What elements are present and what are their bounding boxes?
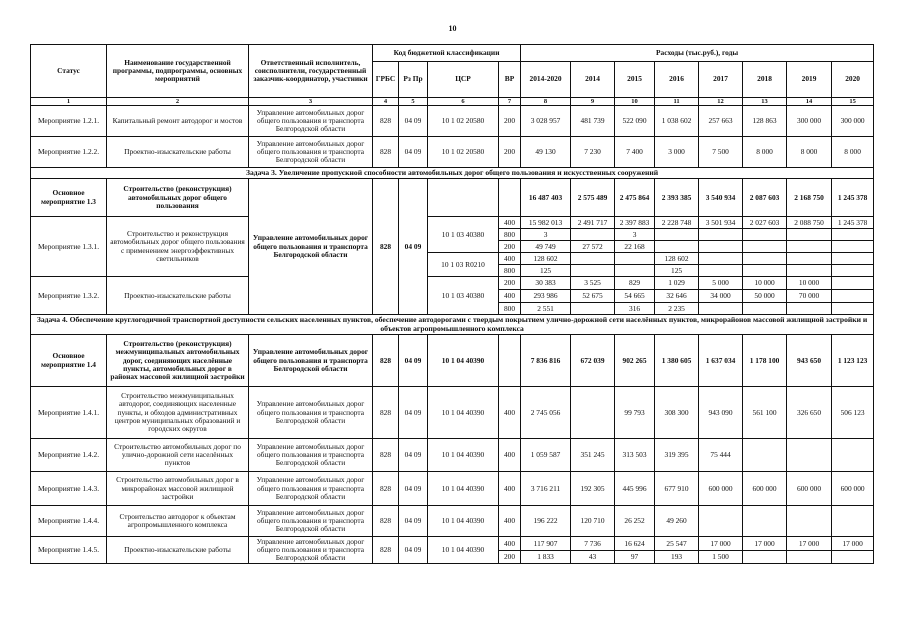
row-executor: Управление автомобильных дорог общего пользования и транспорта Белгородской области [249,179,373,315]
column-number: 3 [249,98,373,106]
cell-value: 2 745 056 [521,387,571,439]
row-executor: Управление автомобильных дорог общего пользования и транспорта Белгородской области [249,106,373,137]
row-rzpr: 04 09 [399,179,428,315]
cell-value: 600 000 [699,472,743,506]
row-rzpr: 04 09 [399,387,428,439]
row-name: Строительство (реконструкция) автомобильных дорог общего пользования [107,179,249,217]
row-csr: 10 1 04 40390 [428,506,499,537]
row-csr: 10 1 04 40390 [428,537,499,564]
header-year: 2019 [787,62,832,98]
column-number: 12 [699,98,743,106]
cell-value: 52 675 [571,290,615,303]
cell-value: 300 000 [787,106,832,137]
cell-value: 117 907 [521,537,571,551]
cell-value: 600 000 [743,472,787,506]
row-vr [499,179,521,217]
row-grbs: 828 [373,137,399,168]
cell-value: 1 038 602 [655,106,699,137]
cell-value: 1 380 605 [655,335,699,387]
row-executor: Управление автомобильных дорог общего пользования и транспорта Белгородской области [249,506,373,537]
cell-value: 522 090 [615,106,655,137]
cell-value: 99 793 [615,387,655,439]
cell-value: 17 000 [743,537,787,551]
column-number: 15 [832,98,874,106]
cell-value [743,253,787,265]
cell-value: 2 393 385 [655,179,699,217]
cell-value: 1 833 [521,551,571,564]
cell-value: 15 982 013 [521,217,571,229]
cell-value [571,253,615,265]
column-number: 13 [743,98,787,106]
cell-value: 1 123 123 [832,335,874,387]
cell-value: 319 395 [655,439,699,472]
cell-value: 8 000 [832,137,874,168]
row-name: Проектно-изыскательские работы [107,137,249,168]
cell-value: 1 500 [699,551,743,564]
cell-value [743,229,787,241]
cell-value: 16 624 [615,537,655,551]
cell-value: 1 178 100 [743,335,787,387]
cell-value: 313 503 [615,439,655,472]
cell-value: 7 400 [615,137,655,168]
row-name: Строительство автомобильных дорог в микрорайонах массовой жилищной застройки [107,472,249,506]
cell-value: 49 749 [521,241,571,253]
row-rzpr: 04 09 [399,137,428,168]
column-number: 2 [107,98,249,106]
cell-value: 192 305 [571,472,615,506]
cell-value [615,253,655,265]
table-row [31,277,874,290]
cell-value [699,253,743,265]
cell-value: 7 736 [571,537,615,551]
row-vr: 200 [499,241,521,253]
header-year: 2014 [571,62,615,98]
row-status: Мероприятие 1.4.2. [31,439,107,472]
cell-value: 2 397 883 [615,217,655,229]
row-csr: 10 1 04 40390 [428,439,499,472]
row-status: Мероприятие 1.2.1. [31,106,107,137]
row-vr: 400 [499,439,521,472]
cell-value: 193 [655,551,699,564]
header-csr: ЦСР [428,62,499,98]
header-vr: ВР [499,62,521,98]
column-number: 7 [499,98,521,106]
cell-value [655,241,699,253]
cell-value: 125 [521,265,571,277]
cell-value: 3 [615,229,655,241]
cell-value: 3 028 957 [521,106,571,137]
cell-value: 17 000 [699,537,743,551]
row-grbs: 828 [373,439,399,472]
cell-value [832,253,874,265]
row-name: Строительство и реконструкция автомобильных дорог общего пользования с применением энергоэффективных светильников [107,217,249,277]
row-status: Мероприятие 1.3.1. [31,217,107,277]
row-vr: 400 [499,217,521,229]
cell-value: 1 637 034 [699,335,743,387]
row-vr: 200 [499,277,521,290]
cell-value: 672 039 [571,335,615,387]
cell-value [655,229,699,241]
cell-value: 50 000 [743,290,787,303]
cell-value: 26 252 [615,506,655,537]
cell-value: 27 572 [571,241,615,253]
cell-value: 2 088 750 [787,217,832,229]
row-csr: 10 1 03 40380 [428,277,499,315]
row-vr: 400 [499,506,521,537]
cell-value: 481 739 [571,106,615,137]
column-number: 5 [399,98,428,106]
row-name: Строительство (реконструкция) межмуниципальных автомобильных дорог, соединяющих населённые пункты, автомобильных дорог в районах массовой жилищной застройки [107,335,249,387]
cell-value: 196 222 [521,506,571,537]
row-rzpr: 04 09 [399,537,428,564]
cell-value: 125 [655,265,699,277]
cell-value: 49 130 [521,137,571,168]
row-csr: 10 1 02 20580 [428,137,499,168]
cell-value [787,551,832,564]
cell-value [743,241,787,253]
cell-value: 445 996 [615,472,655,506]
cell-value: 128 863 [743,106,787,137]
header-year: 2020 [832,62,874,98]
cell-value: 97 [615,551,655,564]
column-number: 14 [787,98,832,106]
cell-value: 2 027 603 [743,217,787,229]
cell-value: 120 710 [571,506,615,537]
header-grbs: ГРБС [373,62,399,98]
row-status: Мероприятие 1.4.5. [31,537,107,564]
cell-value [743,439,787,472]
row-csr: 10 1 03 R0210 [428,253,499,277]
column-number: 8 [521,98,571,106]
cell-value [787,265,832,277]
budget-table [30,44,874,564]
cell-value: 600 000 [787,472,832,506]
cell-value: 17 000 [787,537,832,551]
row-rzpr: 04 09 [399,439,428,472]
row-status: Мероприятие 1.3.2. [31,277,107,315]
header-name: Наименование государственной программы, подпрограммы, основных мероприятий [107,45,249,98]
cell-value: 308 300 [655,387,699,439]
cell-value: 3 716 211 [521,472,571,506]
cell-value: 49 260 [655,506,699,537]
cell-value: 300 000 [832,106,874,137]
row-executor: Управление автомобильных дорог общего пользования и транспорта Белгородской области [249,537,373,564]
row-name: Строительство автомобильных дорог по улично-дорожной сети населённых пунктов [107,439,249,472]
row-vr: 400 [499,253,521,265]
row-status: Мероприятие 1.2.2. [31,137,107,168]
table-row [31,387,874,439]
header-year: 2016 [655,62,699,98]
row-status: Мероприятие 1.4.4. [31,506,107,537]
table-row [31,335,874,387]
cell-value: 561 100 [743,387,787,439]
table-row [31,179,874,217]
cell-value [787,506,832,537]
cell-value [832,551,874,564]
cell-value: 25 547 [655,537,699,551]
cell-value: 43 [571,551,615,564]
task-4-heading: Задача 4. Обеспечение круглогодичной транспортной доступности сельских населенных пунктов, обеспечение автодорогами с твердым покрытием улично-дорожной сети населённых пунктов, микрорайонов массовой жилищной застройки и объектов агропромышленного комплекса [31,315,874,335]
cell-value: 351 245 [571,439,615,472]
cell-value: 506 123 [832,387,874,439]
cell-value: 16 487 403 [521,179,571,217]
header-status: Статус [31,45,107,98]
column-number: 10 [615,98,655,106]
cell-value [743,551,787,564]
page-number: 10 [448,24,457,33]
row-csr [428,179,499,217]
cell-value: 326 650 [787,387,832,439]
row-name: Проектно-изыскательские работы [107,277,249,315]
row-executor: Управление автомобильных дорог общего пользования и транспорта Белгородской области [249,387,373,439]
table-row [31,217,874,229]
column-number: 1 [31,98,107,106]
cell-value: 600 000 [832,472,874,506]
cell-value [832,290,874,303]
row-grbs: 828 [373,472,399,506]
row-vr: 200 [499,106,521,137]
row-rzpr: 04 09 [399,335,428,387]
cell-value: 677 910 [655,472,699,506]
row-executor: Управление автомобильных дорог общего пользования и транспорта Белгородской области [249,439,373,472]
row-grbs: 828 [373,106,399,137]
cell-value: 8 000 [787,137,832,168]
cell-value [571,265,615,277]
cell-value: 902 265 [615,335,655,387]
cell-value: 54 665 [615,290,655,303]
cell-value [832,506,874,537]
cell-value [832,439,874,472]
cell-value [832,265,874,277]
row-rzpr: 04 09 [399,506,428,537]
column-number: 6 [428,98,499,106]
cell-value: 2 491 717 [571,217,615,229]
row-status: Основное мероприятие 1.3 [31,179,107,217]
header-year: 2014-2020 [521,62,571,98]
row-csr: 10 1 04 40390 [428,387,499,439]
cell-value: 3 000 [655,137,699,168]
cell-value: 10 000 [787,277,832,290]
cell-value [615,265,655,277]
row-csr: 10 1 04 40390 [428,472,499,506]
cell-value: 2 168 750 [787,179,832,217]
cell-value [787,229,832,241]
cell-value [832,229,874,241]
cell-value [743,303,787,315]
cell-value: 7 836 816 [521,335,571,387]
row-csr: 10 1 04 40390 [428,335,499,387]
cell-value [699,303,743,315]
cell-value: 1 059 587 [521,439,571,472]
cell-value: 17 000 [832,537,874,551]
cell-value [832,241,874,253]
row-rzpr: 04 09 [399,472,428,506]
header-executor: Ответственный исполнитель, соисполнители, государственный заказчик-координатор, участники [249,45,373,98]
cell-value: 7 230 [571,137,615,168]
table-row [31,506,874,537]
header-year: 2018 [743,62,787,98]
row-name: Строительство межмуниципальных автодорог, соединяющих населенные пункты, и обходов административных центров муниципальных образований и городских округов [107,387,249,439]
cell-value: 2 235 [655,303,699,315]
cell-value: 22 168 [615,241,655,253]
cell-value: 1 245 378 [832,217,874,229]
column-number: 9 [571,98,615,106]
cell-value [743,506,787,537]
row-grbs: 828 [373,179,399,315]
row-executor: Управление автомобильных дорог общего пользования и транспорта Белгородской области [249,137,373,168]
cell-value: 5 000 [699,277,743,290]
cell-value: 128 602 [521,253,571,265]
cell-value [787,303,832,315]
cell-value [787,241,832,253]
row-vr: 400 [499,290,521,303]
row-vr: 800 [499,265,521,277]
cell-value: 3 501 934 [699,217,743,229]
header-budget-code: Код бюджетной классификации [373,45,521,62]
row-status: Основное мероприятие 1.4 [31,335,107,387]
table-row [31,137,874,168]
header-rzpr: Рз Пр [399,62,428,98]
row-vr: 800 [499,303,521,315]
cell-value: 3 525 [571,277,615,290]
cell-value [699,265,743,277]
column-number: 4 [373,98,399,106]
row-grbs: 828 [373,506,399,537]
row-executor: Управление автомобильных дорог общего пользования и транспорта Белгородской области [249,472,373,506]
row-vr: 800 [499,229,521,241]
row-status: Мероприятие 1.4.3. [31,472,107,506]
row-name: Проектно-изыскательские работы [107,537,249,564]
cell-value [571,303,615,315]
cell-value [787,253,832,265]
cell-value [787,439,832,472]
cell-value: 316 [615,303,655,315]
table-row [31,472,874,506]
cell-value: 1 029 [655,277,699,290]
cell-value: 3 540 934 [699,179,743,217]
cell-value: 293 986 [521,290,571,303]
cell-value [699,229,743,241]
cell-value: 30 383 [521,277,571,290]
row-vr: 200 [499,551,521,564]
cell-value: 34 000 [699,290,743,303]
cell-value: 32 646 [655,290,699,303]
row-vr: 200 [499,137,521,168]
cell-value: 7 500 [699,137,743,168]
cell-value: 10 000 [743,277,787,290]
cell-value: 8 000 [743,137,787,168]
table-row [31,106,874,137]
cell-value [699,241,743,253]
row-vr: 400 [499,537,521,551]
cell-value: 257 663 [699,106,743,137]
cell-value: 75 444 [699,439,743,472]
cell-value [571,229,615,241]
row-csr: 10 1 02 20580 [428,106,499,137]
row-grbs: 828 [373,537,399,564]
row-csr: 10 1 03 40380 [428,217,499,253]
row-executor: Управление автомобильных дорог общего пользования и транспорта Белгородской области [249,335,373,387]
cell-value: 829 [615,277,655,290]
cell-value: 2 475 864 [615,179,655,217]
cell-value [699,506,743,537]
cell-value [571,387,615,439]
cell-value: 1 245 378 [832,179,874,217]
cell-value [832,277,874,290]
cell-value: 943 650 [787,335,832,387]
row-rzpr: 04 09 [399,106,428,137]
cell-value: 3 [521,229,571,241]
cell-value [832,303,874,315]
row-name: Строительство автодорог к объектам агропромышленного комплекса [107,506,249,537]
column-number: 11 [655,98,699,106]
row-grbs: 828 [373,335,399,387]
row-name: Капитальный ремонт автодорог и мостов [107,106,249,137]
cell-value: 2 575 489 [571,179,615,217]
row-grbs: 828 [373,387,399,439]
cell-value: 70 000 [787,290,832,303]
cell-value: 2 087 603 [743,179,787,217]
cell-value [743,265,787,277]
row-vr: 400 [499,387,521,439]
header-expenses: Расходы (тыс.руб.), годы [521,45,874,62]
header-year: 2015 [615,62,655,98]
cell-value: 2 551 [521,303,571,315]
header-year: 2017 [699,62,743,98]
row-status: Мероприятие 1.4.1. [31,387,107,439]
table-row [31,439,874,472]
task-3-heading: Задача 3. Увеличение пропускной способности автомобильных дорог общего пользования и искусственных сооружений [31,168,874,179]
cell-value: 2 228 748 [655,217,699,229]
table-row [31,537,874,551]
row-vr: 400 [499,472,521,506]
cell-value: 943 090 [699,387,743,439]
cell-value: 128 602 [655,253,699,265]
row-vr [499,335,521,387]
